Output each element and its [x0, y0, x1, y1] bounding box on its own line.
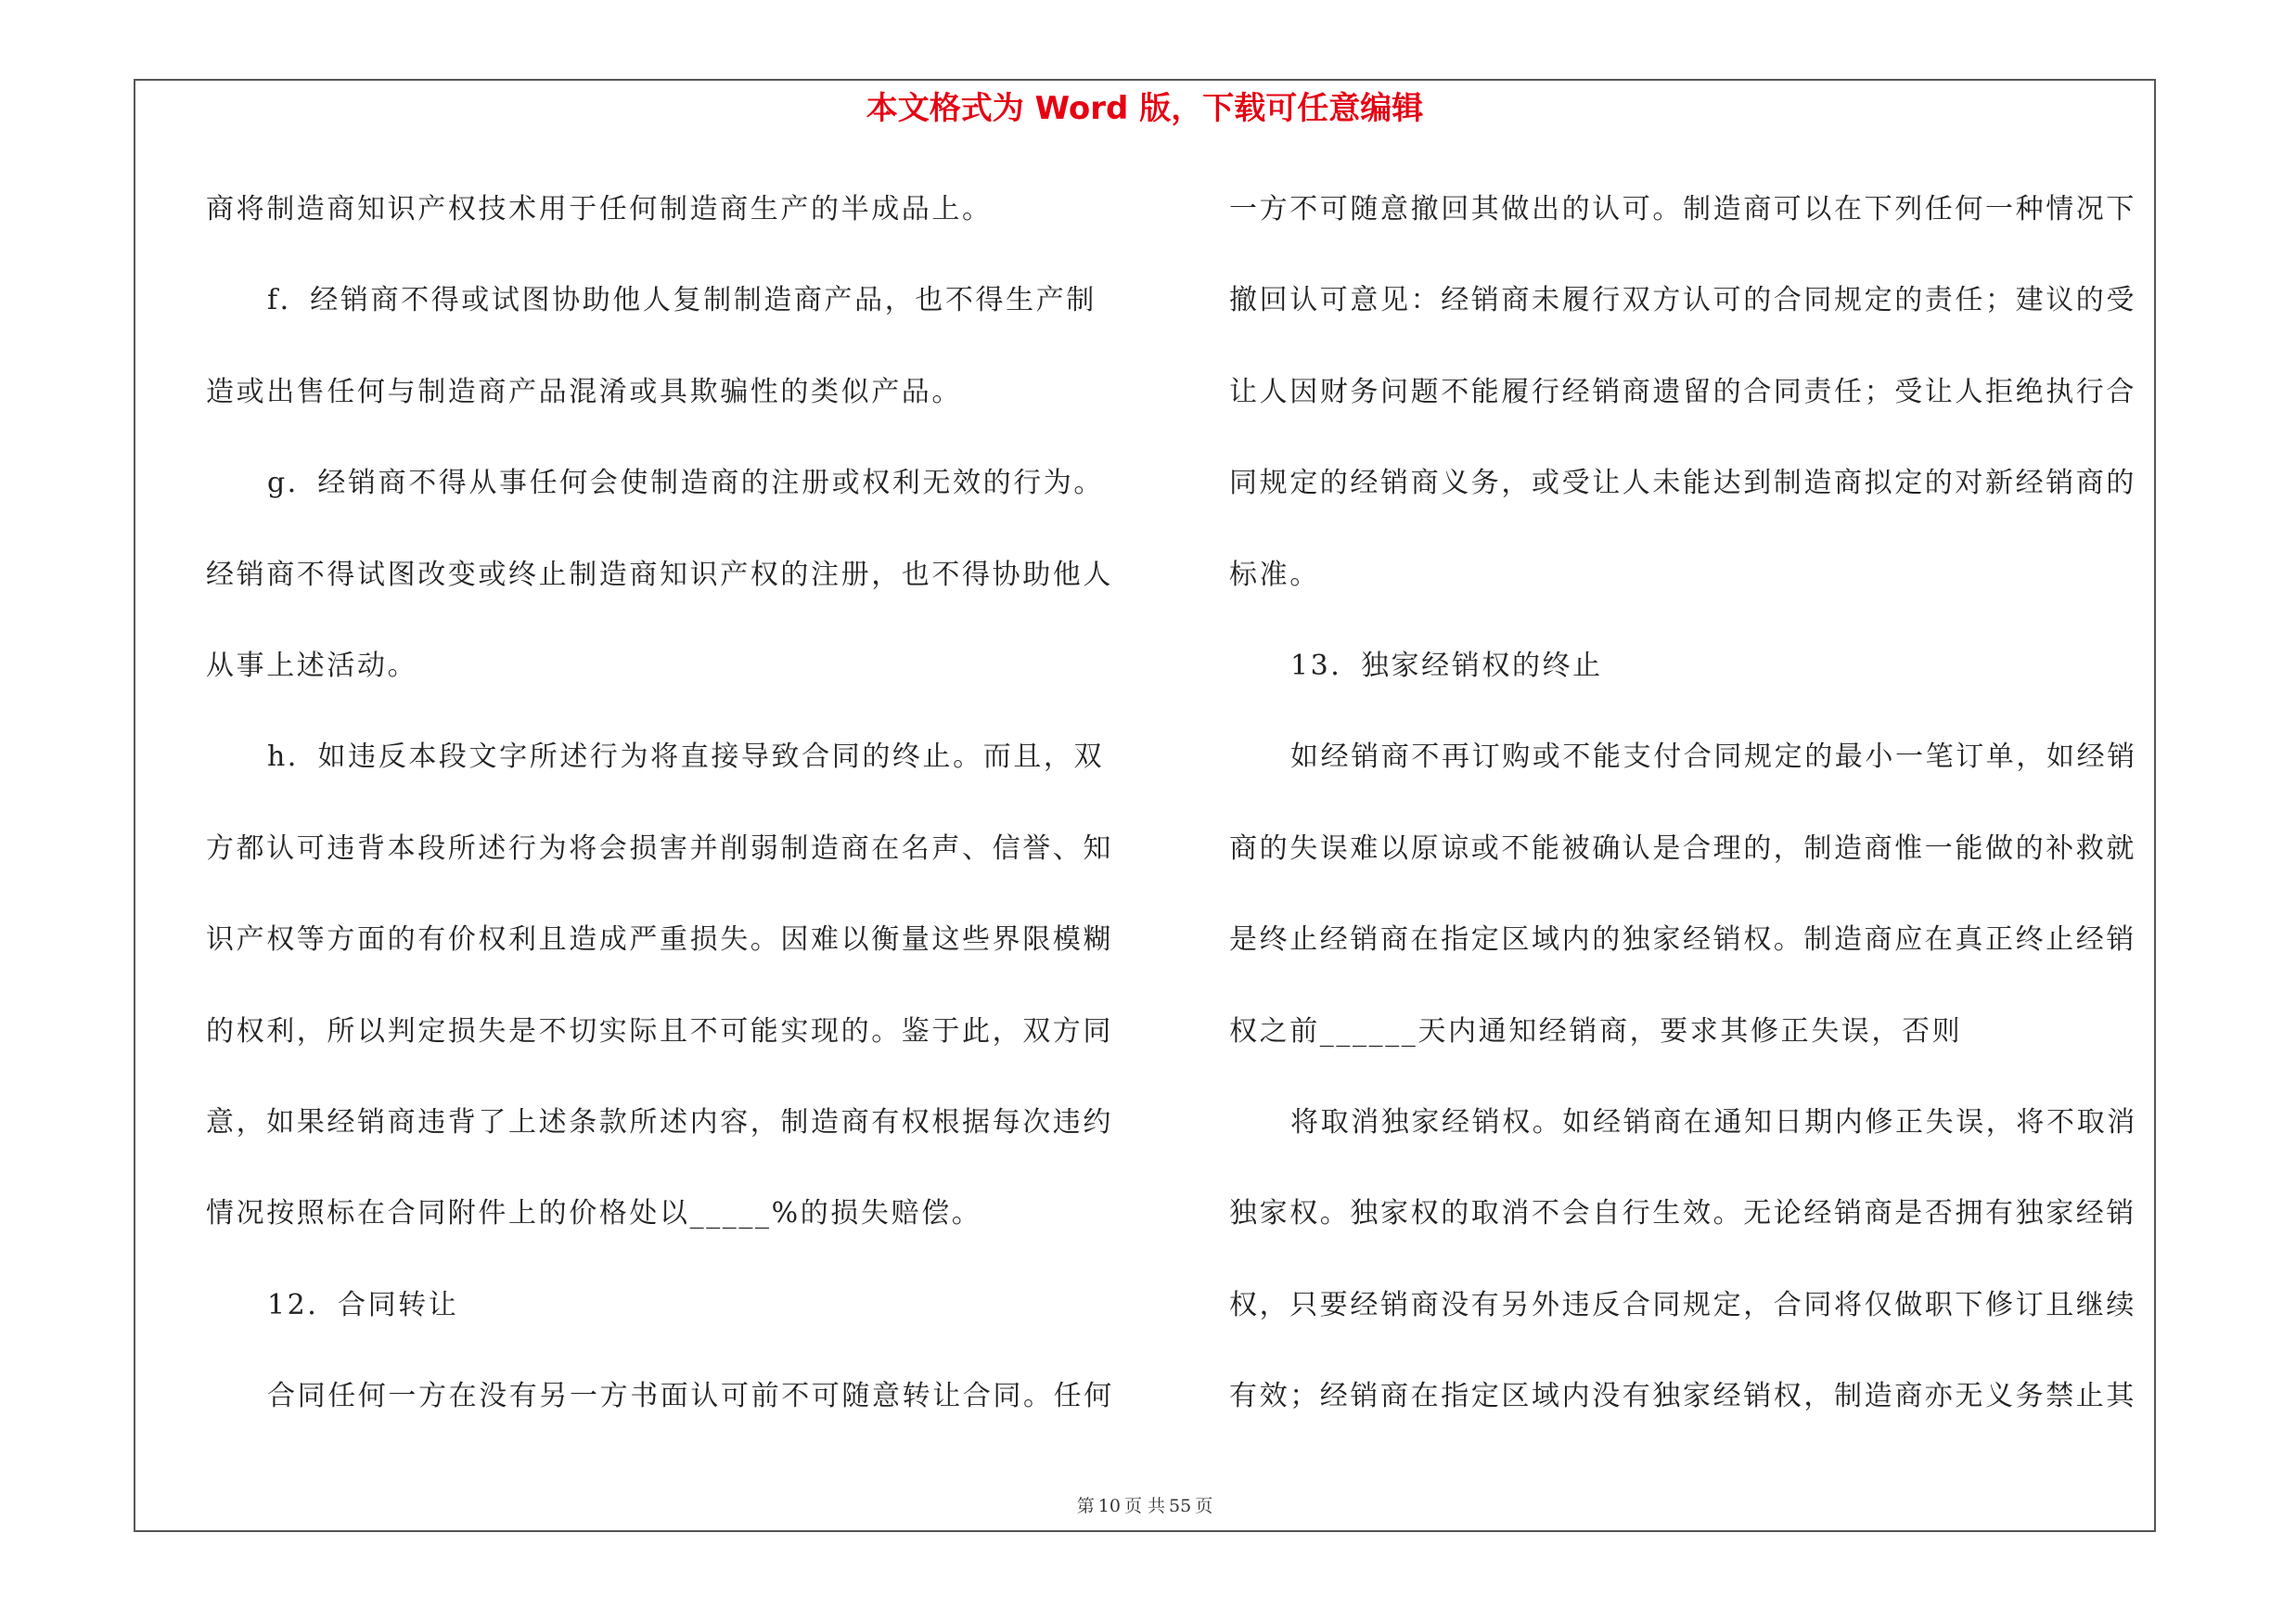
text-line: 商的失误难以原谅或不能被确认是合理的，制造商惟一能做的补救就: [1229, 831, 2136, 865]
text-line: 合同任何一方在没有另一方书面认可前不可随意转让合同。任何: [267, 1380, 1114, 1413]
current-page-number: 10: [1097, 1496, 1121, 1516]
footer-middle: 页 共: [1123, 1496, 1166, 1516]
text-line: 意，如果经销商违背了上述条款所述内容，制造商有权根据每次违约: [206, 1105, 1113, 1139]
text-line: 独家权。独家权的取消不会自行生效。无论经销商是否拥有独家经销: [1229, 1197, 2136, 1230]
total-page-count: 55: [1169, 1496, 1192, 1516]
text-line: 权，只要经销商没有另外违反合同规定，合同将仅做职下修订且继续: [1229, 1288, 2136, 1321]
text-line: 撤回认可意见：经销商未履行双方认可的合同规定的责任；建议的受: [1229, 284, 2136, 317]
section-heading-12: 12．合同转让: [267, 1288, 459, 1321]
text-line: 造或出售任何与制造商产品混淆或具欺骗性的类似产品。: [206, 375, 962, 408]
page-number-footer: [134, 1492, 2156, 1520]
left-text-column: [206, 182, 1124, 1460]
word-format-banner: 本文格式为 Word 版，下载可任意编辑: [866, 90, 1424, 127]
text-line: h．如违反本段文字所述行为将直接导致合同的终止。而且，双: [267, 741, 1105, 774]
text-line: 商将制造商知识产权技术用于任何制造商生产的半成品上。: [206, 193, 993, 225]
text-line: 让人因财务问题不能履行经销商遗留的合同责任；受让人拒绝执行合: [1229, 375, 2136, 408]
section-heading-13: 13．独家经销权的终止: [1290, 649, 1603, 682]
text-line: 标准。: [1229, 558, 1320, 591]
text-line: 经销商不得试图改变或终止制造商知识产权的注册，也不得协助他人: [206, 558, 1113, 591]
text-line: 一方不可随意撤回其做出的认可。制造商可以在下列任何一种情况下: [1229, 193, 2136, 225]
text-line: 方都认可违背本段所述行为将会损害并削弱制造商在名声、信誉、知: [206, 831, 1113, 865]
text-line: g．经销商不得从事任何会使制造商的注册或权利无效的行为。: [267, 467, 1105, 500]
text-line: 是终止经销商在指定区域内的独家经销权。制造商应在真正终止经销: [1229, 923, 2136, 957]
text-line: 的权利，所以判定损失是不切实际且不可能实现的。鉴于此，双方同: [206, 1014, 1113, 1048]
text-line: 如经销商不再订购或不能支付合同规定的最小一笔订单，如经销: [1290, 741, 2137, 774]
text-line: f．经销商不得或试图协助他人复制制造商产品，也不得生产制: [267, 284, 1097, 317]
text-line: 从事上述活动。: [206, 649, 418, 682]
text-line: 同规定的经销商义务，或受让人未能达到制造商拟定的对新经销商的: [1229, 467, 2136, 500]
footer-suffix: 页: [1195, 1496, 1213, 1516]
footer-prefix: 第: [1076, 1496, 1095, 1516]
text-line: 有效；经销商在指定区域内没有独家经销权，制造商亦无义务禁止其: [1229, 1380, 2136, 1413]
text-line: 权之前______天内通知经销商，要求其修正失误，否则: [1229, 1014, 1963, 1048]
right-text-column: [1229, 182, 2148, 1460]
text-line: 识产权等方面的有价权利且造成严重损失。因难以衡量这些界限模糊: [206, 923, 1113, 957]
text-line: 将取消独家经销权。如经销商在通知日期内修正失误，将不取消: [1290, 1105, 2137, 1139]
text-line: 情况按照标在合同附件上的价格处以_____%的损失赔偿。: [206, 1197, 982, 1230]
